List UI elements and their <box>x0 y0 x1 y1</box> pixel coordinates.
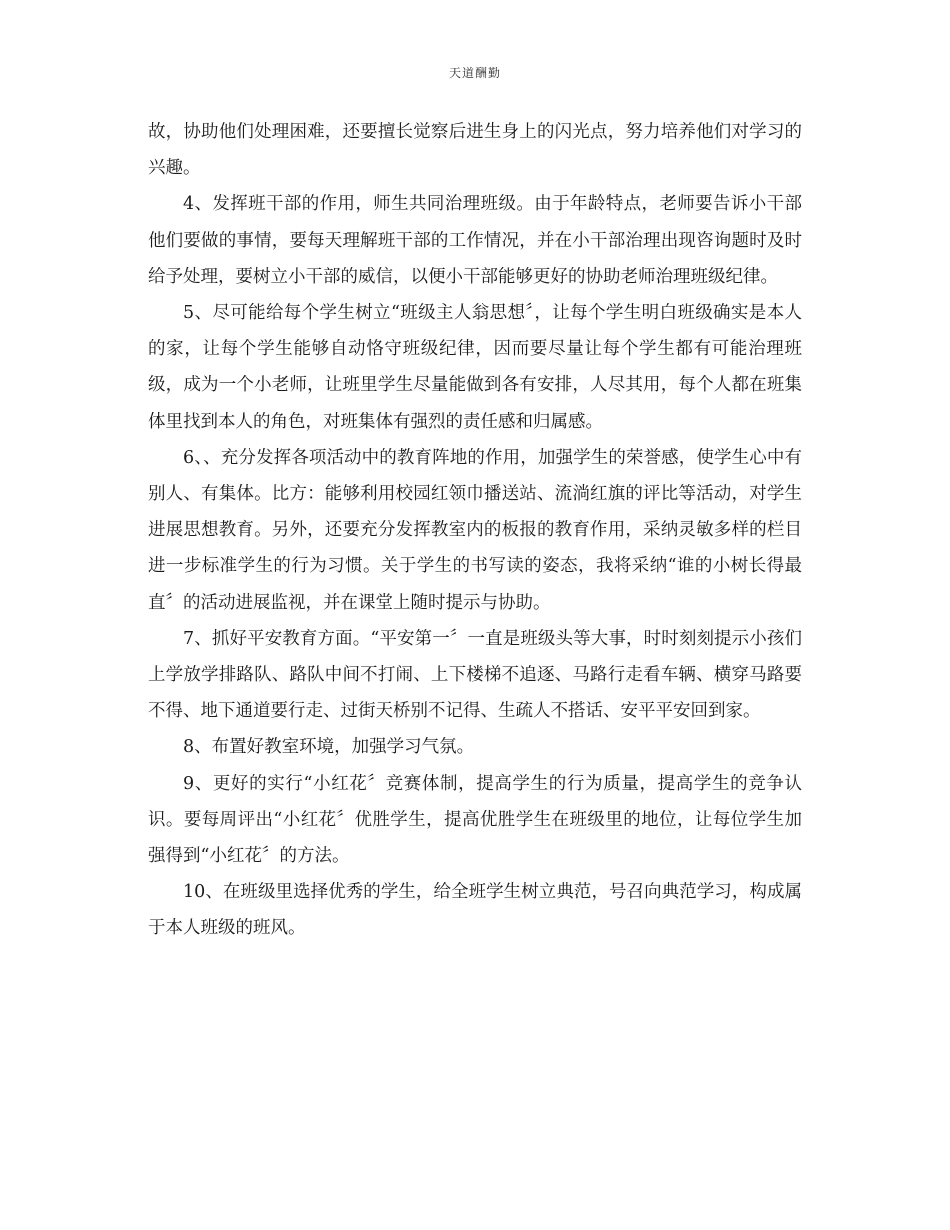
paragraph-item-5: 5、尽可能给每个学生树立“班级主人翁思想〞，让每个学生明白班级确实是本人的家，让每个学生能够自动恪守班级纪律，因而要尽量让每个学生都有可能治理班级，成为一个小老师，让班里学生尽量能做到各有安排，人尽其用，每个人都在班集体里找到本人的角色，对班集体有强烈的责任感和归属感。 <box>148 303 802 432</box>
paragraph-item-9: 9、更好的实行“小红花〞竞赛体制，提高学生的行为质量，提高学生的竞争认识。要每周评出“小红花〞优胜学生，提高优胜学生在班级里的地位，让每位学生加强得到“小红花〞的方法。 <box>148 773 802 867</box>
paragraph-item-7: 7、抓好平安教育方面。“平安第一〞一直是班级头等大事，时时刻刻提示小孩们上学放学排路队、路队中间不打闹、上下楼梯不追逐、马路行走看车辆、横穿马路要不得、地下通道要行走、过街天桥别不记得、生疏人不搭话、安平平安回到家。 <box>148 628 802 722</box>
paragraph-item-6: 6、、充分发挥各项活动中的教育阵地的作用，加强学生的荣誉感，使学生心中有别人、有集体。比方：能够利用校园红领巾播送站、流淌红旗的评比等活动，对学生进展思想教育。另外，还要充分发挥教室内的板报的教育作用，采纳灵敏多样的栏目进一步标准学生的行为习惯。关于学生的书写读的姿态，我将采纳“谁的小树长得最直〞的活动进展监视，并在课堂上随时提示与协助。 <box>148 447 802 613</box>
paragraph-item-8: 8、布置好教室环境，加强学习气氛。 <box>183 737 475 758</box>
page-header: 天道酬勤 <box>448 66 501 80</box>
paragraph-continuation: 故，协助他们处理困难，还要擅长觉察后进生身上的闪光点，努力培养他们对学习的兴趣。 <box>148 122 802 179</box>
document-body <box>148 114 802 947</box>
paragraph-item-10: 10、在班级里选择优秀的学生，给全班学生树立典范，号召向典范学习，构成属于本人班级的班风。 <box>148 882 802 939</box>
paragraph-item-4: 4、发挥班干部的作用，师生共同治理班级。由于年龄特点，老师要告诉小干部他们要做的事情，要每天理解班干部的工作情况，并在小干部治理出现咨询题时及时给予处理，要树立小干部的威信，以便小干部能够更好的协助老师治理班级纪律。 <box>148 194 802 287</box>
